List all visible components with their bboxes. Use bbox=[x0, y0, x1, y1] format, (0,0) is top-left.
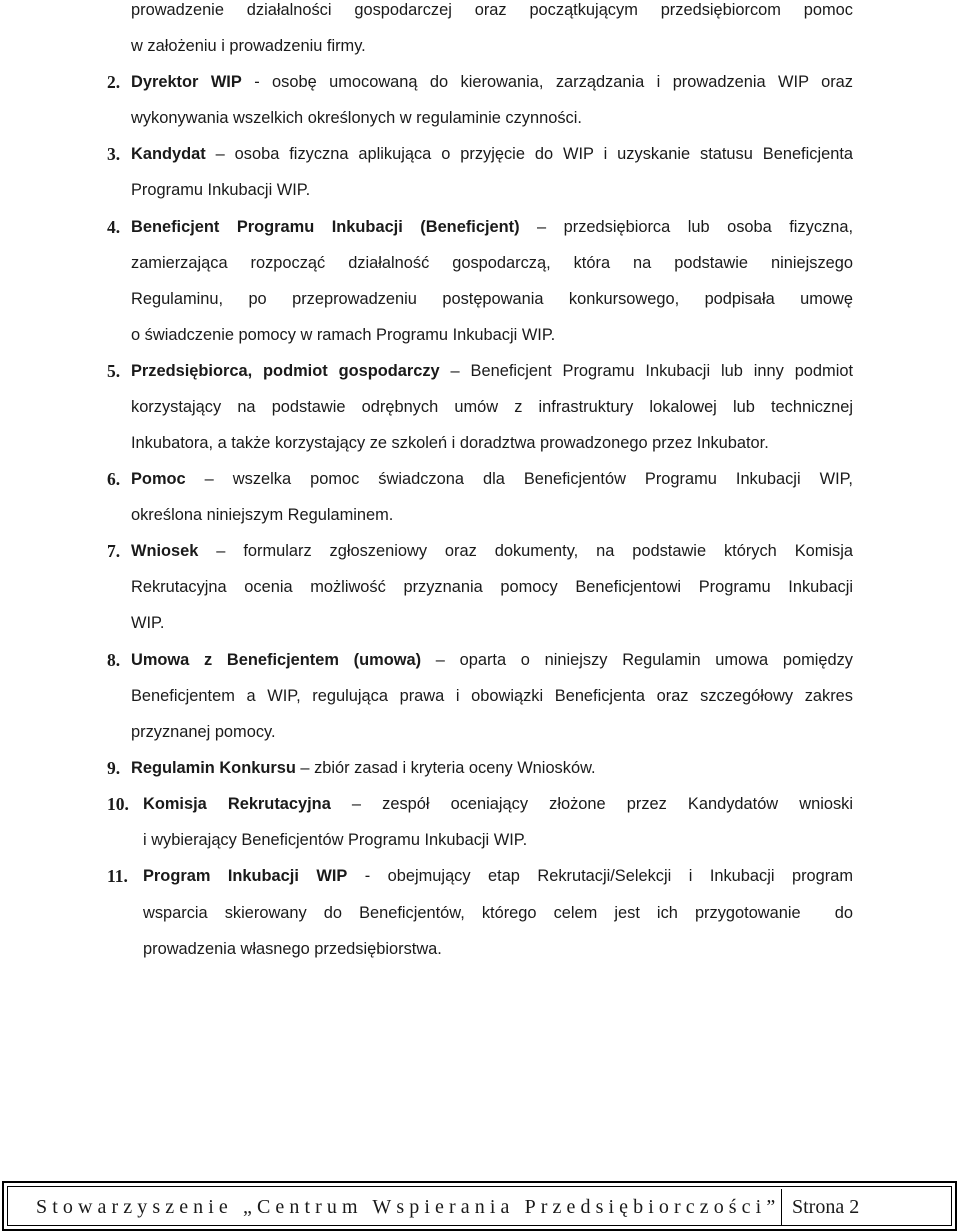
definition-term: Beneficjent Programu Inkubacji (Beneficjent) bbox=[131, 218, 520, 236]
item-number: 4. bbox=[107, 217, 121, 237]
definition-line: Beneficjentem a WIP, regulująca prawa i obowiązki Beneficjenta oraz szczegółowy zakres bbox=[131, 687, 853, 705]
definition-term: Przedsiębiorca, podmiot gospodarczy bbox=[131, 362, 440, 380]
item-number: 6. bbox=[107, 469, 121, 489]
definition-term: Pomoc bbox=[131, 470, 186, 488]
intro-line: w założeniu i prowadzeniu firmy. bbox=[131, 37, 366, 55]
definition-term: Umowa z Beneficjentem (umowa) bbox=[131, 651, 422, 669]
definition-line: i wybierający Beneficjentów Programu Inkubacji WIP. bbox=[143, 831, 528, 849]
definition-line: o świadczenie pomocy w ramach Programu Inkubacji WIP. bbox=[131, 326, 556, 344]
definition-term: Dyrektor WIP bbox=[131, 73, 242, 91]
definition-line: Przedsiębiorca, podmiot gospodarczy – Beneficjent Programu Inkubacji lub inny podmiot bbox=[131, 362, 854, 380]
footer-page-number: Strona 2 bbox=[792, 1196, 860, 1218]
item-number: 10. bbox=[107, 794, 129, 814]
item-number: 7. bbox=[107, 541, 121, 561]
item-number: 2. bbox=[107, 72, 121, 92]
item-number: 9. bbox=[107, 758, 121, 778]
definition-line: Regulaminu, po przeprowadzeniu postępowania konkursowego, podpisała umowę bbox=[131, 290, 853, 308]
definition-line: Komisja Rekrutacyjna – zespół oceniający złożone przez Kandydatów wnioski bbox=[143, 795, 853, 813]
definition-line: Umowa z Beneficjentem (umowa) – oparta o niniejszy Regulamin umowa pomiędzy bbox=[131, 651, 853, 669]
definition-line: zamierzająca rozpocząć działalność gospodarczą, która na podstawie niniejszego bbox=[131, 254, 853, 272]
item-number: 8. bbox=[107, 650, 121, 670]
definition-line: Inkubatora, a także korzystający ze szkoleń i doradztwa prowadzonego przez Inkubator. bbox=[131, 434, 769, 452]
definition-line: przyznanej pomocy. bbox=[131, 723, 276, 741]
footer-organization: Stowarzyszenie „Centrum Wspierania Przedsiębiorczości” bbox=[36, 1196, 781, 1218]
definition-term: Wniosek bbox=[131, 542, 199, 560]
definition-line: Rekrutacyjna ocenia możliwość przyznania pomocy Beneficjentowi Programu Inkubacji bbox=[131, 578, 853, 596]
definition-line: Pomoc – wszelka pomoc świadczona dla Beneficjentów Programu Inkubacji WIP, bbox=[131, 470, 853, 488]
definition-term: Kandydat bbox=[131, 145, 206, 163]
definition-line: Wniosek – formularz zgłoszeniowy oraz dokumenty, na podstawie których Komisja bbox=[131, 542, 853, 560]
definition-line: wykonywania wszelkich określonych w regulaminie czynności. bbox=[131, 109, 582, 127]
definition-line: Kandydat – osoba fizyczna aplikująca o przyjęcie do WIP i uzyskanie statusu Beneficjenta bbox=[131, 145, 853, 163]
footer-divider bbox=[781, 1189, 782, 1225]
definition-line: Program Inkubacji WIP - obejmujący etap Rekrutacji/Selekcji i Inkubacji program bbox=[143, 867, 853, 885]
definition-line: korzystający na podstawie odrębnych umów z infrastruktury lokalowej lub technicznej bbox=[131, 398, 853, 416]
definition-line: Programu Inkubacji WIP. bbox=[131, 181, 311, 199]
item-number: 3. bbox=[107, 144, 121, 164]
definition-line: WIP. bbox=[131, 614, 165, 632]
definition-line: prowadzenia własnego przedsiębiorstwa. bbox=[143, 940, 442, 958]
item-number: 5. bbox=[107, 361, 121, 381]
definition-line: wsparcia skierowany do Beneficjentów, którego celem jest ich przygotowanie do bbox=[143, 904, 853, 922]
definition-line: Dyrektor WIP - osobę umocowaną do kierowania, zarządzania i prowadzenia WIP oraz bbox=[131, 73, 853, 91]
definition-term: Komisja Rekrutacyjna bbox=[143, 795, 331, 813]
item-number: 11. bbox=[107, 866, 128, 886]
intro-line: prowadzenie działalności gospodarczej oraz początkującym przedsiębiorcom pomoc bbox=[131, 1, 853, 19]
definition-line: określona niniejszym Regulaminem. bbox=[131, 506, 394, 524]
definition-line: Regulamin Konkursu – zbiór zasad i kryteria oceny Wniosków. bbox=[131, 759, 596, 777]
definition-term: Regulamin Konkursu bbox=[131, 759, 296, 777]
definition-term: Program Inkubacji WIP bbox=[143, 867, 348, 885]
definition-line: Beneficjent Programu Inkubacji (Beneficjent) – przedsiębiorca lub osoba fizyczna, bbox=[131, 218, 853, 236]
